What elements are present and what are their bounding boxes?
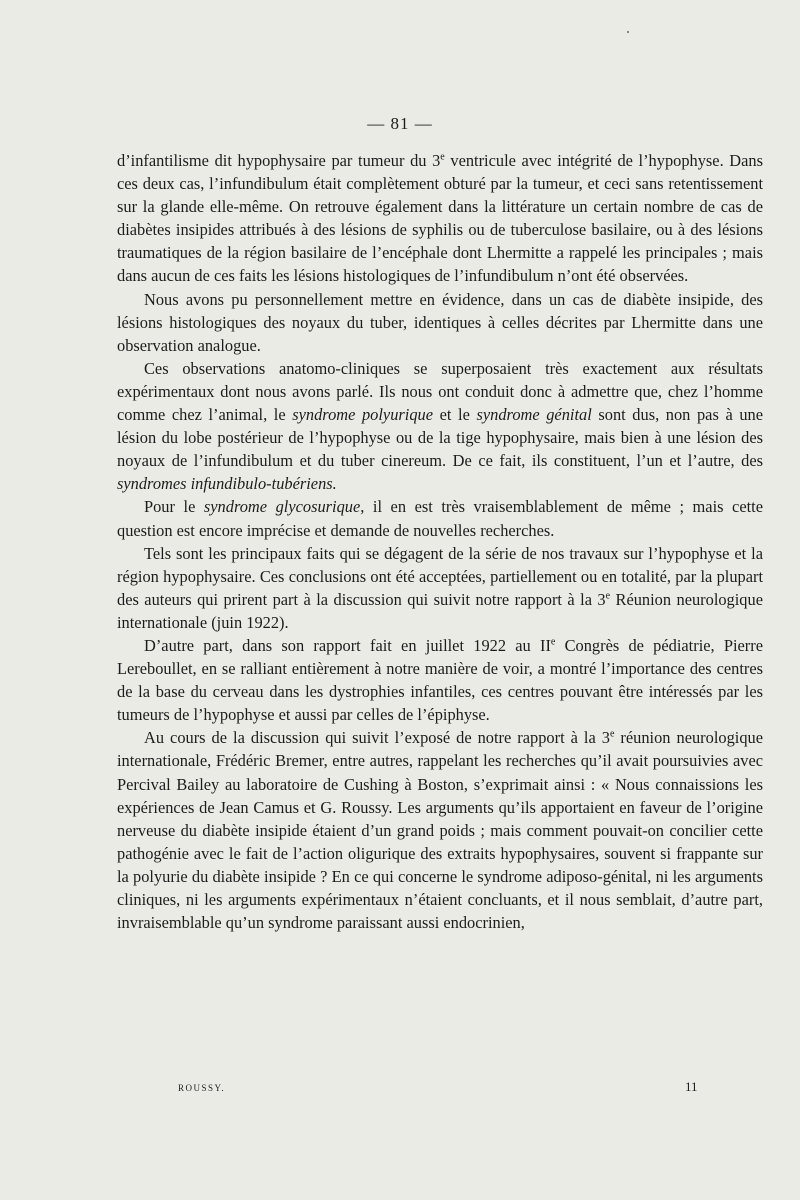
text-run: et le: [433, 405, 477, 425]
signature-mark: 11: [685, 1079, 698, 1094]
text-run: Tels sont les principaux faits qui se dégagent de la série de nos travaux sur l’hypophyse et la région hypophysaire. Ces conclusions ont été acceptées, partiellement ou en totalité, par la plupart des auteurs qui prirent part à la discussion qui suivit notre rapport à la 3: [117, 543, 763, 609]
paragraph: [117, 634, 763, 726]
paragraph: [117, 726, 763, 934]
text-run: Au cours de la discussion qui suivit l’exposé de notre rapport à la 3: [144, 728, 610, 748]
text-run: Pour le: [144, 497, 204, 517]
paragraph: [117, 495, 763, 541]
ordinal-superscript: e: [440, 151, 445, 163]
italic-term: syndrome polyurique: [292, 405, 433, 425]
text-run: , il en est très vraisemblablement de même ; mais cette question est encore imprécise et demande de nouvelles recherches.: [117, 497, 763, 540]
page-number: — 81 —: [367, 114, 433, 133]
italic-term: syndrome glycosurique: [203, 497, 361, 517]
body-text: [117, 149, 763, 934]
paragraph: [117, 288, 763, 357]
ordinal-superscript: e: [609, 728, 615, 740]
ordinal-superscript: e: [550, 636, 556, 648]
text-run: Ces observations anatomo-cliniques se superposaient très exactement aux résultats expérimentaux dont nous avons parlé. Ils nous ont conduit donc à admettre que, chez l’homme comme chez l’animal, le: [117, 358, 763, 425]
ordinal-superscript: e: [605, 590, 611, 602]
running-footer-author: ROUSSY.: [178, 1083, 226, 1093]
text-run: sont dus, non pas à une lésion du lobe postérieur de l’hypophyse ou de la tige hypophysaire, mais bien à une lésion des noyaux de l’infundibulum et du tuber cinereum. De ce fait, ils constituent, l’un et l’autre, des: [117, 405, 763, 471]
text-run: Congrès de pédiatrie, Pierre Lereboullet, en se ralliant entièrement à notre manière de voir, a montré l’importance des centres de la base du cerveau dans les dystrophies infantiles, ces centres pouvant être intéressés par les tumeurs de l’hypophyse et aussi par celles de l’épiphyse.: [117, 635, 763, 725]
paragraph: [117, 149, 763, 288]
text-run: Nous avons pu personnellement mettre en évidence, dans un cas de diabète insipide, des lésions histologiques des noyaux du tuber, identiques à celles décrites par Lhermitte dans une observation analogue.: [117, 289, 763, 355]
text-run: Réunion neurologique internationale (juin 1922).: [117, 589, 763, 632]
paper-speck: [627, 31, 629, 33]
paragraph: [117, 542, 763, 634]
text-run: réunion neurologique internationale, Frédéric Bremer, entre autres, rappelant les recherches qu’il avait poursuivies avec Percival Bailey au laboratoire de Cushing à Boston, s’exprimait ainsi : « Nous connaissions les expériences de Jean Camus et G. Roussy. Les arguments qu’ils apportaient en faveur de l’origine nerveuse du diabète insipide étaient d’un grand poids ; mais comment pouvait-on concilier cette pathogénie avec le fait de l’action oligurique des extraits hypophysaires, souvent si frappante sur la polyurie du diabète insipide ? En ce qui concerne le syndrome adiposo-génital, ni les arguments cliniques, ni les arguments expérimentaux n’étaient concluants, et il nous semblait, d’autre part, invraisemblable qu’un syndrome paraissant aussi endocrinien,: [117, 728, 763, 933]
paragraph: [117, 357, 763, 496]
italic-term: syndromes infundibulo-tubériens.: [117, 474, 337, 494]
italic-term: syndrome génital: [476, 405, 592, 425]
text-run: ventricule avec intégrité de l’hypophyse. Dans ces deux cas, l’infundibulum était complètement obturé par la tumeur, et ceci sans retentissement sur la glande elle-même. On retrouve également dans la littérature un certain nombre de cas de diabètes insipides attribués à des lésions de syphilis ou de tuberculose basilaire, ou à des lésions traumatiques de la région basilaire de l’encéphale dont Lhermitte a rappelé les principales ; mais dans aucun de ces faits les lésions histologiques de l’infundibulum n’ont été observées.: [117, 151, 763, 286]
text-run: D’autre part, dans son rapport fait en juillet 1922 au II: [144, 635, 551, 655]
text-run: d’infantilisme dit hypophysaire par tumeur du 3: [117, 151, 441, 170]
